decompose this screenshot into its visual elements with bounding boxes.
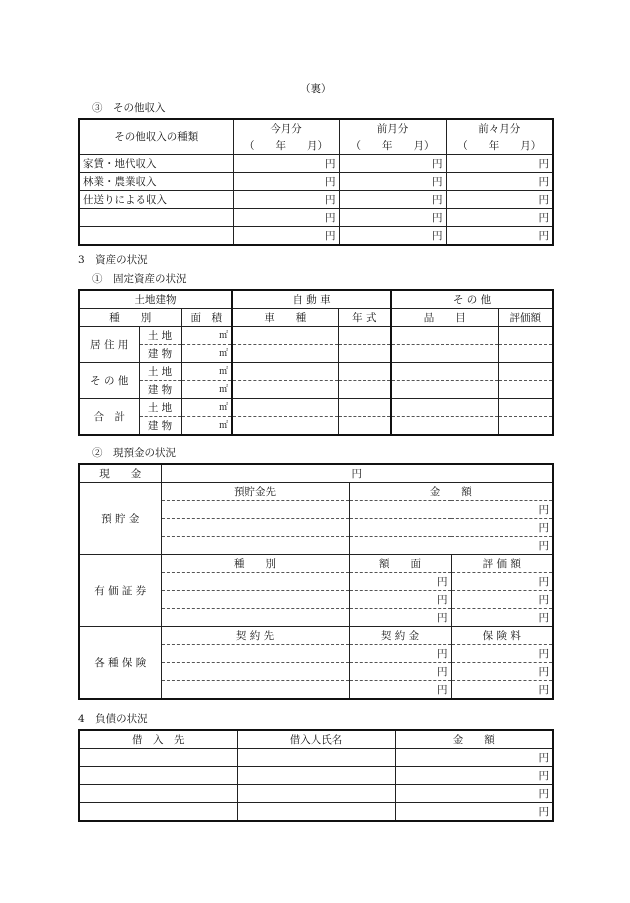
asset-row: [79, 381, 553, 399]
asset-row: [79, 327, 553, 345]
yen-unit: 円: [349, 519, 553, 537]
yen-unit: 円: [451, 663, 553, 681]
yen-unit: 円: [395, 749, 553, 767]
other-assets-header: そ の 他: [391, 290, 553, 309]
contract-amount-header: 契 約 金: [349, 627, 451, 645]
asset-row: [79, 363, 553, 381]
yen-unit: 円: [233, 227, 339, 246]
sqm-unit: ㎡: [181, 345, 232, 363]
yen-unit: 円: [233, 155, 339, 173]
cash-table: [78, 463, 554, 700]
income-row: [79, 155, 553, 173]
debts-heading: 4 負債の状況: [78, 713, 148, 725]
total-label: 合 計: [79, 399, 139, 436]
income-type: 林業・農業収入: [79, 173, 233, 191]
securities-kind-header: 種 別: [161, 555, 349, 573]
fixed-assets-heading: ① 固定資産の状況: [92, 273, 187, 285]
others-row-label: そ の 他: [79, 363, 139, 399]
yen-unit: 円: [451, 645, 553, 663]
building-label: 建 物: [139, 345, 181, 363]
debt-row: [79, 803, 553, 822]
asset-row: [79, 399, 553, 417]
building-label: 建 物: [139, 417, 181, 436]
yen-unit: 円: [349, 681, 451, 700]
col-prev2-month: 前々月分: [446, 119, 553, 137]
cash-label: 現 金: [99, 467, 142, 480]
sqm-unit: ㎡: [181, 327, 232, 345]
amount-header: 金 額: [349, 483, 553, 501]
yen-unit: 円: [349, 609, 451, 627]
income-row: [79, 173, 553, 191]
yen-unit: 円: [395, 767, 553, 785]
securities-label: 有 価 証 券: [79, 555, 161, 627]
yen-unit: 円: [446, 155, 553, 173]
cash-heading: ② 現預金の状況: [92, 447, 176, 459]
col-prev-month: 前月分: [339, 119, 446, 137]
yen-unit: 円: [339, 209, 446, 227]
yen-unit: 円: [339, 191, 446, 209]
insurance-label: 各 種 保 険: [79, 627, 161, 700]
asset-row: [79, 345, 553, 363]
item-header: 品 目: [391, 309, 498, 327]
debts-table: [78, 729, 554, 822]
yen-unit: 円: [451, 591, 553, 609]
income-type: 仕送りによる収入: [79, 191, 233, 209]
yen-unit: 円: [446, 227, 553, 246]
debt-row: [79, 749, 553, 767]
residence-label: 居 住 用: [79, 327, 139, 363]
land-label: 土 地: [139, 363, 181, 381]
depositee-header: 預貯金先: [161, 483, 349, 501]
yen-unit: 円: [161, 464, 553, 483]
yen-unit: 円: [451, 609, 553, 627]
land-label: 土 地: [139, 399, 181, 417]
land-building-header: 土地建物: [134, 293, 177, 306]
yen-unit: 円: [395, 803, 553, 822]
yen-unit: 円: [395, 785, 553, 803]
prev2-month-year-month: （ 年 月）: [446, 137, 553, 155]
kind-header: 種 別: [79, 309, 181, 327]
yen-unit: 円: [349, 501, 553, 519]
face-value-header: 額 面: [349, 555, 451, 573]
yen-unit: 円: [349, 663, 451, 681]
other-income-table: [78, 118, 554, 246]
lender-header: 借 入 先: [132, 733, 185, 746]
area-header: 面 積: [181, 309, 232, 327]
premium-header: 保 険 料: [451, 627, 553, 645]
income-type: 家賃・地代収入: [79, 155, 233, 173]
yen-unit: 円: [349, 645, 451, 663]
income-row: [79, 227, 553, 246]
sqm-unit: ㎡: [181, 381, 232, 399]
yen-unit: 円: [349, 573, 451, 591]
prev-month-year-month: （ 年 月）: [339, 137, 446, 155]
yen-unit: 円: [339, 227, 446, 246]
yen-unit: 円: [339, 173, 446, 191]
income-type: [79, 209, 233, 227]
yen-unit: 円: [446, 209, 553, 227]
yen-unit: 円: [233, 173, 339, 191]
yen-unit: 円: [446, 191, 553, 209]
debt-row: [79, 785, 553, 803]
sqm-unit: ㎡: [181, 417, 232, 436]
land-label: 土 地: [139, 327, 181, 345]
sqm-unit: ㎡: [181, 399, 232, 417]
car-header: 自 動 車: [232, 290, 391, 309]
income-row: [79, 209, 553, 227]
fixed-assets-table: [78, 289, 554, 436]
assets-heading: 3 資産の状況: [78, 254, 148, 266]
contractor-header: 契 約 先: [161, 627, 349, 645]
this-month-year-month: （ 年 月）: [233, 137, 339, 155]
deposits-label: 預 貯 金: [79, 483, 161, 555]
yen-unit: 円: [233, 191, 339, 209]
car-kind-header: 車 種: [232, 309, 338, 327]
yen-unit: 円: [451, 573, 553, 591]
model-year-header: 年 式: [338, 309, 391, 327]
yen-unit: 円: [339, 155, 446, 173]
income-type: [79, 227, 233, 246]
yen-unit: 円: [349, 591, 451, 609]
debt-row: [79, 767, 553, 785]
sqm-unit: ㎡: [181, 363, 232, 381]
other-income-heading: ③ その他収入: [92, 102, 166, 114]
yen-unit: 円: [446, 173, 553, 191]
income-row: [79, 191, 553, 209]
debt-amount-header: 金 額: [395, 730, 553, 749]
page-mark: （裏）: [300, 83, 332, 95]
securities-valuation-header: 評 価 額: [451, 555, 553, 573]
building-label: 建 物: [139, 381, 181, 399]
col-this-month: 今月分: [233, 119, 339, 137]
borrower-header: 借入人氏名: [237, 730, 395, 749]
valuation-header: 評価額: [498, 309, 553, 327]
asset-row: [79, 417, 553, 436]
col-income-type: その他収入の種類: [114, 131, 199, 143]
yen-unit: 円: [349, 537, 553, 555]
yen-unit: 円: [451, 681, 553, 700]
yen-unit: 円: [233, 209, 339, 227]
